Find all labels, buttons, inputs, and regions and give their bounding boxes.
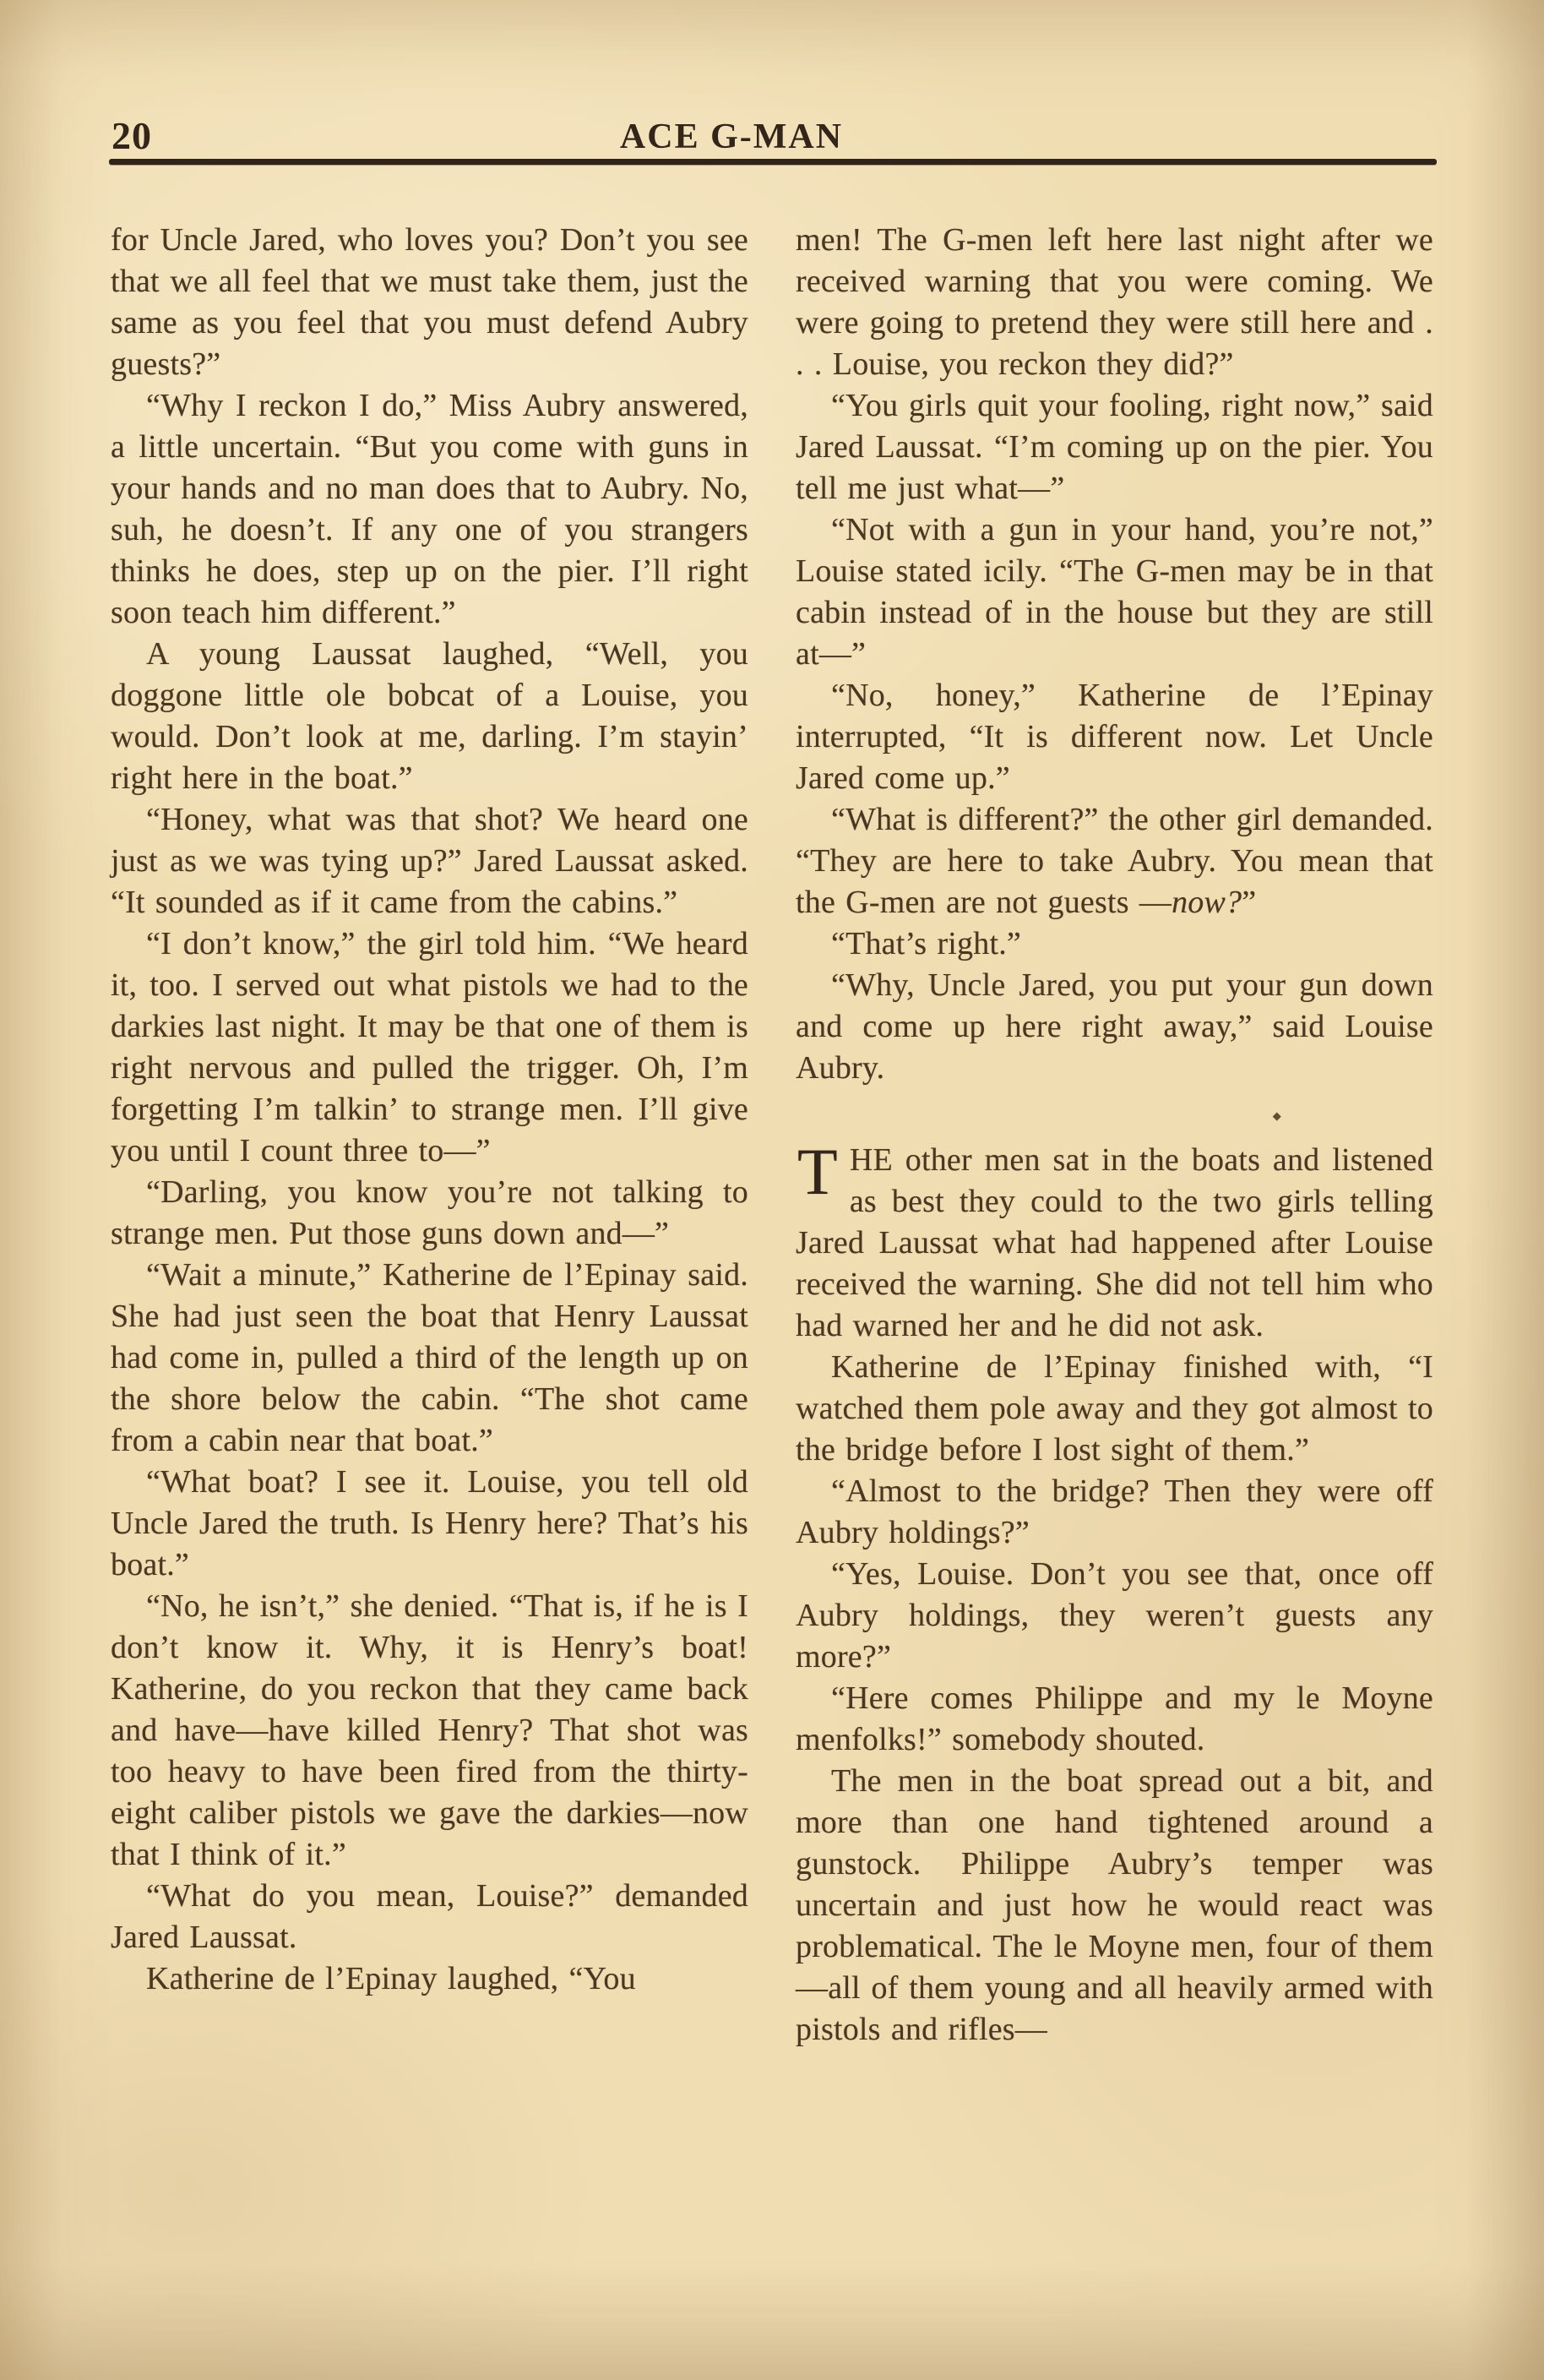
paragraph bbox=[111, 1462, 748, 1586]
column-right bbox=[796, 220, 1433, 2051]
drop-cap: T bbox=[797, 1135, 838, 1208]
paragraph bbox=[796, 675, 1433, 799]
paragraph bbox=[111, 1958, 748, 2000]
paragraph bbox=[796, 1471, 1433, 1554]
emphasized-text: now? bbox=[1172, 885, 1242, 920]
section-break bbox=[796, 1089, 1433, 1140]
body-text: “Not with a gun in your hand, you’re not,” Louise stated icily. “The G-men may be in that cabin instead of in the house but they are still at—” bbox=[796, 512, 1433, 672]
paragraph bbox=[111, 799, 748, 923]
paragraph bbox=[111, 1586, 748, 1876]
paragraph bbox=[796, 1135, 1433, 1347]
paragraph bbox=[796, 1678, 1433, 1761]
column-left bbox=[111, 220, 748, 2051]
body-text: Katherine de l’Epinay finished with, “I watched them pole away and they got almost to the bridge before I lost sight of them.” bbox=[796, 1349, 1433, 1468]
body-text: HE other men sat in the boats and listened as best they could to the two girls telling Jared Laussat what had happened after Louise received the warning. She did not tell him who had warned her and he did not ask. bbox=[796, 1142, 1433, 1343]
body-text: for Uncle Jared, who loves you? Don’t you see that we all feel that we must take them, just the same as you feel that you must defend Aubry guests?” bbox=[111, 222, 748, 382]
paragraph bbox=[796, 965, 1433, 1089]
paragraph bbox=[111, 634, 748, 799]
text-columns bbox=[111, 220, 1433, 2051]
body-text: The men in the boat spread out a bit, and more than one hand tightened around a gunstock. Philippe Aubry’s temper was uncertain and just how he would react was problematical. The le Moyne men, four of them—all of them young and all heavily armed with pistols and rifles— bbox=[796, 1763, 1433, 2047]
body-text: “What boat? I see it. Louise, you tell old Uncle Jared the truth. Is Henry here? That’s his boat.” bbox=[111, 1464, 748, 1582]
body-text: “Why I reckon I do,” Miss Aubry answered, a little uncertain. “But you come with guns in your hands and no man does that to Aubry. No, suh, he doesn’t. If any one of you strangers thinks he does, step up on the pier. I’ll right soon teach him different.” bbox=[111, 388, 748, 630]
body-text: A young Laussat laughed, “Well, you doggone little ole bobcat of a Louise, you would. Don’t look at me, darling. I’m stayin’ right here in the boat.” bbox=[111, 636, 748, 796]
body-text: men! The G-men left here last night after we received warning that you were coming. We were going to pretend they were still here and . . . Louise, you reckon they did?” bbox=[796, 222, 1433, 382]
body-text: “That’s right.” bbox=[831, 926, 1021, 961]
body-text: “No, honey,” Katherine de l’Epinay interrupted, “It is different now. Let Uncle Jared come up.” bbox=[796, 678, 1433, 796]
paragraph bbox=[796, 1554, 1433, 1678]
body-text: “Yes, Louise. Don’t you see that, once off Aubry holdings, they weren’t guests any more?” bbox=[796, 1556, 1433, 1675]
body-text: Katherine de l’Epinay laughed, “You bbox=[146, 1961, 636, 1996]
paragraph bbox=[111, 1172, 748, 1255]
paragraph bbox=[796, 1761, 1433, 2051]
body-text: ” bbox=[1242, 885, 1257, 920]
body-text: “You girls quit your fooling, right now,” said Jared Laussat. “I’m coming up on the pier. You tell me just what—” bbox=[796, 388, 1433, 506]
paragraph bbox=[796, 385, 1433, 509]
body-text: “Wait a minute,” Katherine de l’Epinay said. She had just seen the boat that Henry Laussat had come in, pulled a third of the length up on the shore below the cabin. “The shot came from a cabin near that boat.” bbox=[111, 1257, 748, 1458]
paragraph bbox=[111, 220, 748, 385]
body-text: “Here comes Philippe and my le Moyne menfolks!” somebody shouted. bbox=[796, 1680, 1433, 1757]
paragraph bbox=[111, 923, 748, 1172]
body-text: “No, he isn’t,” she denied. “That is, if he is I don’t know it. Why, it is Henry’s boat! Katherine, do you reckon that they came back and have—have killed Henry? That shot was too heavy to have been fired from the thirty-eight caliber pistols we gave the darkies—now that I think of it.” bbox=[111, 1588, 748, 1872]
paragraph bbox=[111, 385, 748, 634]
paragraph bbox=[796, 220, 1433, 385]
paragraph bbox=[111, 1255, 748, 1462]
body-text: “What do you mean, Louise?” demanded Jared Laussat. bbox=[111, 1878, 748, 1955]
paragraph bbox=[796, 799, 1433, 923]
body-text: “Darling, you know you’re not talking to strange men. Put those guns down and—” bbox=[111, 1174, 748, 1251]
header-rule bbox=[109, 159, 1437, 165]
paragraph bbox=[796, 923, 1433, 965]
paragraph bbox=[796, 509, 1433, 675]
paragraph bbox=[796, 1347, 1433, 1471]
page-number: 20 bbox=[111, 114, 152, 157]
body-text: “Almost to the bridge? Then they were off Aubry holdings?” bbox=[796, 1473, 1433, 1550]
body-text: “Honey, what was that shot? We heard one just as we was tying up?” Jared Laussat asked. “It sounded as if it came from the cabins.” bbox=[111, 802, 748, 920]
paragraph bbox=[111, 1876, 748, 1958]
body-text: “Why, Uncle Jared, you put your gun down and come up here right away,” said Louise Aubry. bbox=[796, 967, 1433, 1086]
running-head-title: ACE G-MAN bbox=[619, 117, 844, 156]
section-break-dot: ◆ bbox=[1272, 1110, 1281, 1123]
body-text: “I don’t know,” the girl told him. “We heard it, too. I served out what pistols we had to the darkies last night. It may be that one of them is right nervous and pulled the trigger. Oh, I’m forgetting I’m talkin’ to strange men. I’ll give you until I count three to—” bbox=[111, 926, 748, 1168]
body-text: “What is different?” the other girl demanded. “They are here to take Aubry. You mean that the G-men are not guests — bbox=[796, 802, 1433, 920]
